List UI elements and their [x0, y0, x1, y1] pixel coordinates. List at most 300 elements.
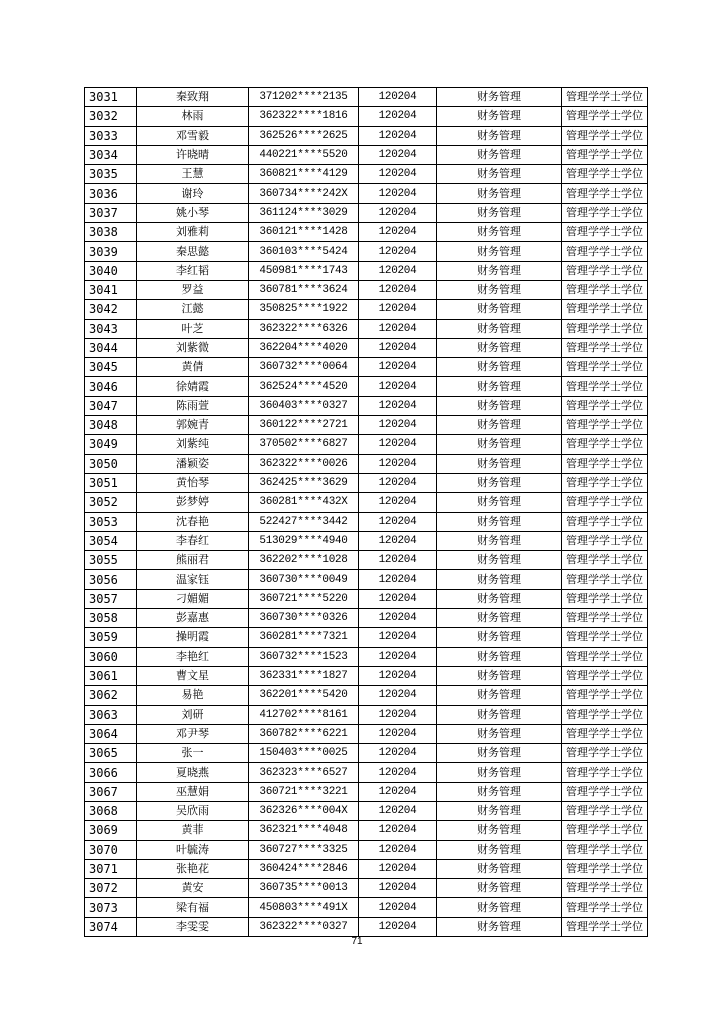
degree-cell: 管理学学士学位	[562, 242, 648, 261]
major-name-cell: 财务管理	[437, 473, 562, 492]
major-name-cell: 财务管理	[437, 570, 562, 589]
major-code-cell: 120204	[359, 165, 437, 184]
table-row	[85, 126, 648, 145]
major-name-cell: 财务管理	[437, 801, 562, 820]
table-row	[85, 300, 648, 319]
id-number-cell: 360727****3325	[249, 840, 359, 859]
major-name-cell: 财务管理	[437, 145, 562, 164]
row-number-cell: 3061	[85, 666, 137, 685]
degree-cell: 管理学学士学位	[562, 107, 648, 126]
degree-cell: 管理学学士学位	[562, 493, 648, 512]
row-number-cell: 3057	[85, 589, 137, 608]
major-code-cell: 120204	[359, 107, 437, 126]
row-number-cell: 3067	[85, 782, 137, 801]
table-row	[85, 184, 648, 203]
table-row	[85, 821, 648, 840]
table-row	[85, 473, 648, 492]
name-cell: 彭梦婷	[137, 493, 249, 512]
row-number-cell: 3070	[85, 840, 137, 859]
row-number-cell: 3043	[85, 319, 137, 338]
degree-cell: 管理学学士学位	[562, 859, 648, 878]
row-number-cell: 3055	[85, 551, 137, 570]
degree-cell: 管理学学士学位	[562, 570, 648, 589]
major-code-cell: 120204	[359, 744, 437, 763]
major-code-cell: 120204	[359, 647, 437, 666]
name-cell: 叶芝	[137, 319, 249, 338]
major-code-cell: 120204	[359, 493, 437, 512]
degree-cell: 管理学学士学位	[562, 531, 648, 550]
row-number-cell: 3031	[85, 88, 137, 107]
major-code-cell: 120204	[359, 531, 437, 550]
major-code-cell: 120204	[359, 628, 437, 647]
degree-cell: 管理学学士学位	[562, 705, 648, 724]
major-code-cell: 120204	[359, 859, 437, 878]
degree-cell: 管理学学士学位	[562, 686, 648, 705]
row-number-cell: 3071	[85, 859, 137, 878]
major-code-cell: 120204	[359, 589, 437, 608]
id-number-cell: 360721****5220	[249, 589, 359, 608]
name-cell: 操明霞	[137, 628, 249, 647]
degree-cell: 管理学学士学位	[562, 280, 648, 299]
name-cell: 熊丽君	[137, 551, 249, 570]
major-code-cell: 120204	[359, 416, 437, 435]
row-number-cell: 3044	[85, 338, 137, 357]
id-number-cell: 360403****0327	[249, 396, 359, 415]
major-name-cell: 财务管理	[437, 512, 562, 531]
table-row	[85, 705, 648, 724]
table-row	[85, 589, 648, 608]
id-number-cell: 362526****2625	[249, 126, 359, 145]
name-cell: 黄怡琴	[137, 473, 249, 492]
major-name-cell: 财务管理	[437, 589, 562, 608]
name-cell: 陈雨萱	[137, 396, 249, 415]
major-name-cell: 财务管理	[437, 107, 562, 126]
degree-cell: 管理学学士学位	[562, 473, 648, 492]
table-row	[85, 88, 648, 107]
name-cell: 邓雪毅	[137, 126, 249, 145]
degree-cell: 管理学学士学位	[562, 744, 648, 763]
name-cell: 叶毓涛	[137, 840, 249, 859]
id-number-cell: 350825****1922	[249, 300, 359, 319]
table-row	[85, 531, 648, 550]
table-row	[85, 377, 648, 396]
major-name-cell: 财务管理	[437, 165, 562, 184]
major-name-cell: 财务管理	[437, 859, 562, 878]
name-cell: 刘研	[137, 705, 249, 724]
name-cell: 黄菲	[137, 821, 249, 840]
degree-cell: 管理学学士学位	[562, 319, 648, 338]
row-number-cell: 3063	[85, 705, 137, 724]
page-number: 71	[351, 936, 363, 947]
row-number-cell: 3045	[85, 358, 137, 377]
table-row	[85, 898, 648, 917]
row-number-cell: 3048	[85, 416, 137, 435]
major-name-cell: 财务管理	[437, 319, 562, 338]
major-name-cell: 财务管理	[437, 126, 562, 145]
id-number-cell: 360732****1523	[249, 647, 359, 666]
name-cell: 王慧	[137, 165, 249, 184]
table-row	[85, 570, 648, 589]
table-row	[85, 609, 648, 628]
row-number-cell: 3032	[85, 107, 137, 126]
major-code-cell: 120204	[359, 782, 437, 801]
major-name-cell: 财务管理	[437, 88, 562, 107]
major-name-cell: 财务管理	[437, 416, 562, 435]
id-number-cell: 362331****1827	[249, 666, 359, 685]
table-row	[85, 551, 648, 570]
degree-cell: 管理学学士学位	[562, 126, 648, 145]
table-row	[85, 512, 648, 531]
major-code-cell: 120204	[359, 570, 437, 589]
table-row	[85, 145, 648, 164]
row-number-cell: 3035	[85, 165, 137, 184]
table-row	[85, 396, 648, 415]
major-code-cell: 120204	[359, 300, 437, 319]
name-cell: 夏晓燕	[137, 763, 249, 782]
id-number-cell: 360782****6221	[249, 724, 359, 743]
degree-cell: 管理学学士学位	[562, 724, 648, 743]
row-number-cell: 3069	[85, 821, 137, 840]
major-code-cell: 120204	[359, 898, 437, 917]
table-row	[85, 454, 648, 473]
id-number-cell: 360734****242X	[249, 184, 359, 203]
name-cell: 温家钰	[137, 570, 249, 589]
major-name-cell: 财务管理	[437, 396, 562, 415]
major-code-cell: 120204	[359, 338, 437, 357]
id-number-cell: 360281****7321	[249, 628, 359, 647]
table-row	[85, 782, 648, 801]
row-number-cell: 3050	[85, 454, 137, 473]
major-name-cell: 财务管理	[437, 261, 562, 280]
degree-cell: 管理学学士学位	[562, 165, 648, 184]
id-number-cell: 412702****8161	[249, 705, 359, 724]
major-code-cell: 120204	[359, 358, 437, 377]
id-number-cell: 362322****0026	[249, 454, 359, 473]
id-number-cell: 360732****0064	[249, 358, 359, 377]
table-body	[85, 88, 648, 937]
table-row	[85, 416, 648, 435]
id-number-cell: 360122****2721	[249, 416, 359, 435]
table-row	[85, 744, 648, 763]
major-code-cell: 120204	[359, 801, 437, 820]
name-cell: 郭婉青	[137, 416, 249, 435]
row-number-cell: 3046	[85, 377, 137, 396]
major-code-cell: 120204	[359, 377, 437, 396]
name-cell: 沈春艳	[137, 512, 249, 531]
id-number-cell: 362204****4020	[249, 338, 359, 357]
id-number-cell: 440221****5520	[249, 145, 359, 164]
degree-cell: 管理学学士学位	[562, 184, 648, 203]
degree-cell: 管理学学士学位	[562, 628, 648, 647]
major-code-cell: 120204	[359, 763, 437, 782]
id-number-cell: 362326****004X	[249, 801, 359, 820]
major-name-cell: 财务管理	[437, 242, 562, 261]
name-cell: 吴欣雨	[137, 801, 249, 820]
major-name-cell: 财务管理	[437, 763, 562, 782]
degree-cell: 管理学学士学位	[562, 300, 648, 319]
name-cell: 姚小琴	[137, 203, 249, 222]
table-row	[85, 319, 648, 338]
id-number-cell: 360735****0013	[249, 879, 359, 898]
major-code-cell: 120204	[359, 242, 437, 261]
major-code-cell: 120204	[359, 609, 437, 628]
major-name-cell: 财务管理	[437, 454, 562, 473]
id-number-cell: 360730****0049	[249, 570, 359, 589]
degree-cell: 管理学学士学位	[562, 454, 648, 473]
id-number-cell: 360781****3624	[249, 280, 359, 299]
degree-list-table	[84, 87, 648, 937]
major-code-cell: 120204	[359, 686, 437, 705]
major-name-cell: 财务管理	[437, 647, 562, 666]
table-row	[85, 203, 648, 222]
major-name-cell: 财务管理	[437, 493, 562, 512]
id-number-cell: 360281****432X	[249, 493, 359, 512]
id-number-cell: 370502****6827	[249, 435, 359, 454]
id-number-cell: 360103****5424	[249, 242, 359, 261]
table-row	[85, 647, 648, 666]
major-code-cell: 120204	[359, 879, 437, 898]
id-number-cell: 360424****2846	[249, 859, 359, 878]
major-code-cell: 120204	[359, 724, 437, 743]
name-cell: 易艳	[137, 686, 249, 705]
major-name-cell: 财务管理	[437, 821, 562, 840]
degree-cell: 管理学学士学位	[562, 396, 648, 415]
table-row	[85, 801, 648, 820]
row-number-cell: 3065	[85, 744, 137, 763]
major-code-cell: 120204	[359, 319, 437, 338]
row-number-cell: 3033	[85, 126, 137, 145]
name-cell: 秦思懿	[137, 242, 249, 261]
row-number-cell: 3062	[85, 686, 137, 705]
major-name-cell: 财务管理	[437, 338, 562, 357]
row-number-cell: 3049	[85, 435, 137, 454]
degree-cell: 管理学学士学位	[562, 512, 648, 531]
row-number-cell: 3066	[85, 763, 137, 782]
id-number-cell: 362321****4048	[249, 821, 359, 840]
name-cell: 江懿	[137, 300, 249, 319]
major-code-cell: 120204	[359, 705, 437, 724]
row-number-cell: 3042	[85, 300, 137, 319]
degree-cell: 管理学学士学位	[562, 782, 648, 801]
table-row	[85, 280, 648, 299]
degree-cell: 管理学学士学位	[562, 377, 648, 396]
id-number-cell: 362524****4520	[249, 377, 359, 396]
name-cell: 黄安	[137, 879, 249, 898]
major-name-cell: 财务管理	[437, 628, 562, 647]
row-number-cell: 3036	[85, 184, 137, 203]
table-row	[85, 338, 648, 357]
name-cell: 曹文星	[137, 666, 249, 685]
row-number-cell: 3041	[85, 280, 137, 299]
degree-cell: 管理学学士学位	[562, 145, 648, 164]
major-name-cell: 财务管理	[437, 358, 562, 377]
major-name-cell: 财务管理	[437, 782, 562, 801]
major-code-cell: 120204	[359, 396, 437, 415]
major-name-cell: 财务管理	[437, 744, 562, 763]
id-number-cell: 362323****6527	[249, 763, 359, 782]
major-code-cell: 120204	[359, 840, 437, 859]
row-number-cell: 3073	[85, 898, 137, 917]
major-name-cell: 财务管理	[437, 377, 562, 396]
degree-cell: 管理学学士学位	[562, 261, 648, 280]
degree-cell: 管理学学士学位	[562, 609, 648, 628]
table-row	[85, 917, 648, 936]
name-cell: 刘雅莉	[137, 223, 249, 242]
name-cell: 梁有福	[137, 898, 249, 917]
table-row	[85, 165, 648, 184]
name-cell: 张艳花	[137, 859, 249, 878]
degree-cell: 管理学学士学位	[562, 88, 648, 107]
row-number-cell: 3051	[85, 473, 137, 492]
row-number-cell: 3039	[85, 242, 137, 261]
name-cell: 李雯雯	[137, 917, 249, 936]
degree-cell: 管理学学士学位	[562, 416, 648, 435]
major-name-cell: 财务管理	[437, 531, 562, 550]
id-number-cell: 360730****0326	[249, 609, 359, 628]
major-code-cell: 120204	[359, 184, 437, 203]
major-code-cell: 120204	[359, 821, 437, 840]
id-number-cell: 150403****0025	[249, 744, 359, 763]
table-row	[85, 686, 648, 705]
degree-cell: 管理学学士学位	[562, 840, 648, 859]
row-number-cell: 3040	[85, 261, 137, 280]
row-number-cell: 3072	[85, 879, 137, 898]
id-number-cell: 361124****3029	[249, 203, 359, 222]
id-number-cell: 362202****1028	[249, 551, 359, 570]
row-number-cell: 3053	[85, 512, 137, 531]
major-code-cell: 120204	[359, 126, 437, 145]
name-cell: 秦致翔	[137, 88, 249, 107]
degree-cell: 管理学学士学位	[562, 223, 648, 242]
table-row	[85, 628, 648, 647]
degree-cell: 管理学学士学位	[562, 338, 648, 357]
major-name-cell: 财务管理	[437, 551, 562, 570]
major-name-cell: 财务管理	[437, 898, 562, 917]
id-number-cell: 522427****3442	[249, 512, 359, 531]
id-number-cell: 362322****1816	[249, 107, 359, 126]
degree-cell: 管理学学士学位	[562, 358, 648, 377]
row-number-cell: 3052	[85, 493, 137, 512]
row-number-cell: 3060	[85, 647, 137, 666]
row-number-cell: 3058	[85, 609, 137, 628]
row-number-cell: 3037	[85, 203, 137, 222]
id-number-cell: 450981****1743	[249, 261, 359, 280]
table-row	[85, 107, 648, 126]
degree-cell: 管理学学士学位	[562, 666, 648, 685]
degree-cell: 管理学学士学位	[562, 435, 648, 454]
major-name-cell: 财务管理	[437, 879, 562, 898]
major-code-cell: 120204	[359, 223, 437, 242]
degree-cell: 管理学学士学位	[562, 551, 648, 570]
id-number-cell: 360721****3221	[249, 782, 359, 801]
degree-cell: 管理学学士学位	[562, 879, 648, 898]
id-number-cell: 362322****0327	[249, 917, 359, 936]
table-row	[85, 358, 648, 377]
major-name-cell: 财务管理	[437, 917, 562, 936]
degree-cell: 管理学学士学位	[562, 917, 648, 936]
major-name-cell: 财务管理	[437, 666, 562, 685]
table-row	[85, 223, 648, 242]
major-code-cell: 120204	[359, 512, 437, 531]
major-name-cell: 财务管理	[437, 686, 562, 705]
id-number-cell: 450803****491X	[249, 898, 359, 917]
major-code-cell: 120204	[359, 145, 437, 164]
table-row	[85, 879, 648, 898]
row-number-cell: 3047	[85, 396, 137, 415]
degree-cell: 管理学学士学位	[562, 589, 648, 608]
major-name-cell: 财务管理	[437, 203, 562, 222]
table-row	[85, 840, 648, 859]
name-cell: 谢玲	[137, 184, 249, 203]
name-cell: 林雨	[137, 107, 249, 126]
degree-cell: 管理学学士学位	[562, 898, 648, 917]
name-cell: 彭嘉惠	[137, 609, 249, 628]
row-number-cell: 3054	[85, 531, 137, 550]
table-row	[85, 242, 648, 261]
row-number-cell: 3038	[85, 223, 137, 242]
id-number-cell: 360121****1428	[249, 223, 359, 242]
major-code-cell: 120204	[359, 88, 437, 107]
name-cell: 李红韬	[137, 261, 249, 280]
row-number-cell: 3064	[85, 724, 137, 743]
name-cell: 张一	[137, 744, 249, 763]
degree-cell: 管理学学士学位	[562, 801, 648, 820]
name-cell: 潘颖姿	[137, 454, 249, 473]
degree-cell: 管理学学士学位	[562, 763, 648, 782]
table-row	[85, 261, 648, 280]
table-row	[85, 666, 648, 685]
major-name-cell: 财务管理	[437, 184, 562, 203]
table-row	[85, 724, 648, 743]
major-code-cell: 120204	[359, 280, 437, 299]
major-code-cell: 120204	[359, 473, 437, 492]
name-cell: 徐婧霞	[137, 377, 249, 396]
row-number-cell: 3056	[85, 570, 137, 589]
row-number-cell: 3068	[85, 801, 137, 820]
major-code-cell: 120204	[359, 203, 437, 222]
name-cell: 邓尹琴	[137, 724, 249, 743]
row-number-cell: 3059	[85, 628, 137, 647]
table-row	[85, 435, 648, 454]
table-row	[85, 763, 648, 782]
major-name-cell: 财务管理	[437, 705, 562, 724]
name-cell: 黄倩	[137, 358, 249, 377]
major-code-cell: 120204	[359, 666, 437, 685]
id-number-cell: 362322****6326	[249, 319, 359, 338]
row-number-cell: 3074	[85, 917, 137, 936]
id-number-cell: 513029****4940	[249, 531, 359, 550]
id-number-cell: 362425****3629	[249, 473, 359, 492]
name-cell: 李艳红	[137, 647, 249, 666]
major-code-cell: 120204	[359, 454, 437, 473]
major-code-cell: 120204	[359, 435, 437, 454]
major-name-cell: 财务管理	[437, 435, 562, 454]
name-cell: 许晓晴	[137, 145, 249, 164]
major-name-cell: 财务管理	[437, 609, 562, 628]
name-cell: 刁媚媚	[137, 589, 249, 608]
id-number-cell: 360821****4129	[249, 165, 359, 184]
major-name-cell: 财务管理	[437, 840, 562, 859]
major-code-cell: 120204	[359, 917, 437, 936]
major-code-cell: 120204	[359, 261, 437, 280]
id-number-cell: 362201****5420	[249, 686, 359, 705]
major-name-cell: 财务管理	[437, 724, 562, 743]
degree-cell: 管理学学士学位	[562, 821, 648, 840]
name-cell: 罗益	[137, 280, 249, 299]
name-cell: 刘紫纯	[137, 435, 249, 454]
major-name-cell: 财务管理	[437, 223, 562, 242]
table-row	[85, 493, 648, 512]
